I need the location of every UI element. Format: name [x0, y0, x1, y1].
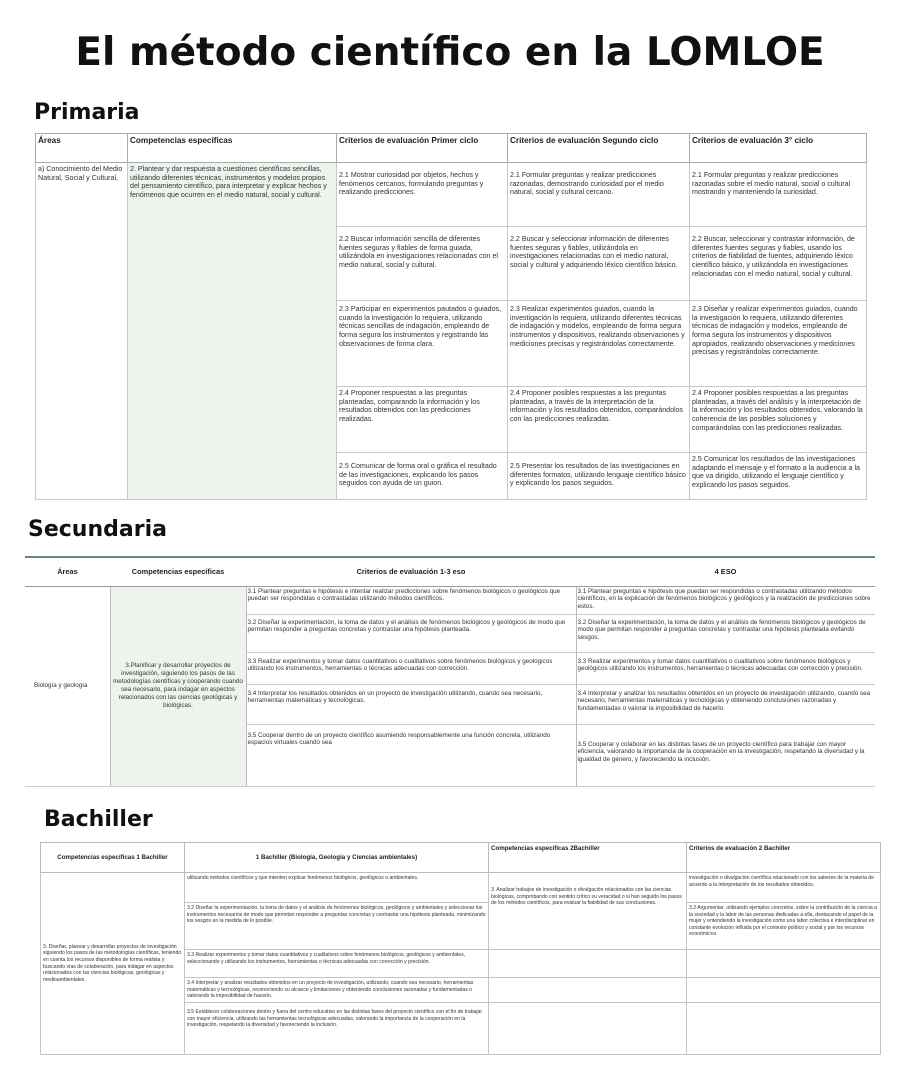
header-competencias: Competencias específicas — [110, 557, 246, 586]
header-1-bachiller: 1 Bachiller (Biología, Geología y Ciencias ambientales) — [185, 843, 489, 873]
secundaria-table — [25, 556, 875, 787]
criterio-cell: 3.4 Interpretar y analizar los resultados obtenidos en un proyecto de investigación utilizando, cuando sea necesario, herramientas matemáticas y tecnológicas y obteniendo conclusiones razonadas y fundamentadas o valorar la imposibilidad de hacerlo. — [576, 684, 875, 724]
criterio-cell: 3.2 Diseñar la experimentación, la toma de datos y el análisis de fenómenos biológicos, geológicos y ambientales y seleccionar los instrumentos necesarios de modo que permitan responder a preguntas concretas y contrastar una hipótesis planteada, minimizando los sesgos en la medida de lo posible. — [185, 903, 489, 950]
criterio-cell: 2.4 Proponer posibles respuestas a las preguntas planteadas, a través del análisis y la interpretación de la información y los resultados obtenidos, valorando la coherencia de las posibles soluciones y comparándolas con las predicciones realizadas. — [690, 387, 867, 453]
header-4-eso: 4 ESO — [576, 557, 875, 586]
criterio-cell: 2.2 Buscar información sencilla de diferentes fuentes seguras y fiables de forma guiada, utilizándola en investigaciones relacionadas con el medio natural, social y cultural. — [337, 227, 508, 301]
table-row — [41, 873, 881, 903]
criterio-cell: 2.3 Diseñar y realizar experimentos guiados, cuando la investigación lo requiera, utilizando diferentes técnicas de indagación y modelos, empleando de forma segura los instrumentos y dispositivos apropiados, realizando observaciones y mediciones precisas y registrándolas correctamente. — [690, 301, 867, 387]
criterio-cell: 3.4 Interpretar y analizar resultados obtenidos en un proyecto de investigación, utilizando, cuando sea necesario, herramientas matemáticas y tecnológicas, reconociendo su alcance y limitaciones y obteniendo conclusiones razonadas y fundamentadas o valorando la imposibilidad de hacerlo. — [185, 978, 489, 1003]
header-competencias: Competencias específicas — [128, 134, 337, 163]
criterio-cell: 2.1 Mostrar curiosidad por objetos, hechos y fenómenos cercanos, formulando preguntas y realizando predicciones. — [337, 163, 508, 227]
empty-cell — [489, 950, 687, 978]
criterio-cell: 2.5 Comunicar los resultados de las investigaciones adaptando el mensaje y el formato a la audiencia a la que va dirigido, utilizando el lenguaje científico y explicando los pasos seguidos. — [690, 453, 867, 500]
criterio-cell: 2.5 Comunicar de forma oral o gráfica el resultado de las investigaciones, explicando los pasos seguidos con ayuda de un guion. — [337, 453, 508, 500]
header-segundo-ciclo: Criterios de evaluación Segundo ciclo — [508, 134, 690, 163]
table-header-row — [41, 843, 881, 873]
area-cell: a) Conocimiento del Medio Natural, Social y Cultural, — [36, 163, 128, 500]
header-areas: Áreas — [25, 557, 110, 586]
criterio-cell: 3.5 Cooperar dentro de un proyecto científico asumiendo responsablemente una función concreta, utilizando espacios virtuales cuando sea — [246, 724, 576, 786]
bachiller-table — [40, 842, 881, 1055]
criterio-cell: utilizando métodos científicos y que intenten explicar fenómenos biológicos, geológicos o ambientales. — [185, 873, 489, 903]
criterio-cell: 3.5 Establecer colaboraciones dentro y fuera del centro educativo en las distintas fases del proyecto científico con el fin de trabajar con mayor eficiencia, utilizando las herramientas tecnológicas adecuadas, valorando la importancia de la cooperación en la investigación, respetando la diversidad y favoreciendo la inclusión. — [185, 1003, 489, 1055]
empty-cell — [687, 978, 881, 1003]
table-header-row — [25, 557, 875, 586]
section-title-bachiller: Bachiller — [44, 807, 153, 832]
header-areas: Áreas — [36, 134, 128, 163]
criterio-cell: 2.5 Presentar los resultados de las investigaciones en diferentes formatos, utilizando lenguaje científico básico y explicando los pasos seguidos. — [508, 453, 690, 500]
empty-cell — [687, 950, 881, 978]
criterio-cell: 3.5 Cooperar y colaborar en las distintas fases de un proyecto científico para trabajar con mayor eficiencia, valorando la importancia de la cooperación en la investigación, respetando la diversidad y la igualdad de género, y favoreciendo la inclusión. — [576, 724, 875, 786]
criterio-cell: 2.2 Buscar y seleccionar información de diferentes fuentes seguras y fiables, utilizándola en investigaciones relacionadas con el medio natural, social y cultural y adquiriendo léxico científico básico. — [508, 227, 690, 301]
primaria-table — [35, 133, 867, 500]
criterio-cell: 2.1 Formular preguntas y realizar predicciones razonadas, demostrando curiosidad por el medio natural, social y cultural cercano. — [508, 163, 690, 227]
criterio-cell: 3.2 Diseñar la experimentación, la toma de datos y el análisis de fenómenos biológicos y geológicos de modo que permitan responder a preguntas concretas y contrastar una hipótesis planteada. — [246, 614, 576, 652]
competencia-cell: 3. Analizar trabajos de investigación o divulgación relacionados con las ciencias biológicas, comprobando con sentido crítico su veracidad o si han seguido los pasos de los métodos científicos, para evaluar la fiabilidad de sus conclusiones. — [489, 873, 687, 950]
criterio-cell: investigación o divulgación científica relacionado con los saberes de la materia de acuerdo a la interpretación de los resultados obtenidos. — [687, 873, 881, 903]
criterio-cell: 2.4 Proponer posibles respuestas a las preguntas planteadas, a través de la interpretación de la información y los resultados obtenidos, comparándolos con las predicciones realizadas. — [508, 387, 690, 453]
competencia-cell: 3. Diseñar, planear y desarrollar proyectos de investigación siguiendo los pasos de las metodologías científicas, teniendo en cuenta los recursos disponibles de forma realista y buscando vías de colaboración, para indagar en aspectos relacionados con las ciencias biológicas, geológicas y medioambientales. — [41, 873, 185, 1055]
criterio-cell: 2.4 Proponer respuestas a las preguntas planteadas, comparando la información y los resultados obtenidos con las predicciones realizadas. — [337, 387, 508, 453]
criterio-cell: 2.2 Buscar, seleccionar y contrastar información, de diferentes fuentes seguras y fiables, usando los criterios de fiabilidad de fuentes, adquiriendo léxico científico básico, y utilizándola en investigaciones relacionadas con el medio natural, social y cultural. — [690, 227, 867, 301]
empty-cell — [687, 1003, 881, 1055]
header-tercer-ciclo: Criterios de evaluación 3° ciclo — [690, 134, 867, 163]
criterio-cell: 2.1 Formular preguntas y realizar predicciones razonadas sobre el medio natural, social o cultural mostrando y manteniendo la curiosidad. — [690, 163, 867, 227]
criterio-cell: 3.3 Realizar experimentos y tomar datos cuantitativos o cualitativos sobre fenómenos biológicos y geológicos utilizando los instrumentos, herramientas o técnicas adecuadas con corrección. — [246, 652, 576, 684]
criterio-cell: 3.3 Realizar experimentos y tomar datos cuantitativos o cualitativos sobre fenómenos biológicos y geológicos utilizando los instrumentos, herramientas o técnicas adecuadas con corrección y precisión. — [576, 652, 875, 684]
section-title-secundaria: Secundaria — [28, 517, 167, 542]
header-primer-ciclo: Criterios de evaluación Primer ciclo — [337, 134, 508, 163]
header-criterios-2-bach: Criterios de evaluación 2 Bachiller — [687, 843, 881, 873]
criterio-cell: 2.3 Realizar experimentos guiados, cuando la investigación lo requiera, utilizando diferentes técnicas de indagación y modelos, empleando de forma segura instrumentos y dispositivos, realizando observaciones y mediciones precisas y registrándolas correctamente. — [508, 301, 690, 387]
criterio-cell: 3.2 Diseñar la experimentación, la toma de datos y el análisis de fenómenos biológicos y geológicos de modo que permitan responder a preguntas concretas y contrastar una hipótesis planteada evitando sesgos. — [576, 614, 875, 652]
table-header-row — [36, 134, 867, 163]
area-cell: Biología y geología — [25, 586, 110, 786]
criterio-cell: 3.1 Plantear preguntas e hipótesis e intentar realizar predicciones sobre fenómenos biológicos o geológicos que puedan ser respondidas o contrastadas utilizando métodos científicos. — [246, 586, 576, 614]
table-row — [36, 163, 867, 227]
competencia-cell: 2. Plantear y dar respuesta a cuestiones científicas sencillas, utilizando diferentes técnicas, instrumentos y modelos propios del pensamiento científico, para interpretar y explicar hechos y fenómenos que ocurren en el medio natural, social y cultural. — [128, 163, 337, 500]
criterio-cell: 3.1 Plantear preguntas e hipótesis que puedan ser respondidas o contrastadas utilizando métodos científicos, en la explicación de fenómenos biológicos y geológicos y la realización de predicciones sobre estos. — [576, 586, 875, 614]
page-title: El método científico en la LOMLOE — [75, 30, 825, 75]
criterio-cell: 3.3 Realizar experimentos y tomar datos cuantitativos y cualitativos sobre fenómenos biológicos, geológicos y ambientales, seleccionando y utilizando los instrumentos, herramientas o técnicas adecuadas con corrección y precisión. — [185, 950, 489, 978]
table-row — [25, 586, 875, 614]
criterio-cell: 3.4 Interpretar los resultados obtenidos en un proyecto de investigación utilizando, cuando sea necesario, herramientas matemáticas y tecnológicas. — [246, 684, 576, 724]
criterio-cell: 3.2 Argumentar, utilizando ejemplos concretos, sobre la contribución de la ciencia a la sociedad y la labor de las personas dedicadas a ella, destacando el papel de la mujer y entendiendo la investigación como una labor colectiva e interdisciplinar en constante evolución influida por el contexto político y social y por los recursos económicos. — [687, 903, 881, 950]
empty-cell — [489, 1003, 687, 1055]
section-title-primaria: Primaria — [34, 100, 140, 125]
competencia-cell: 3.Planificar y desarrollar proyectos de investigación, siguiendo los pasos de las metodologías científicas y cooperando cuando sea necesario, para indagar en aspectos relacionados con las ciencias geológicas y biológicas. — [110, 586, 246, 786]
header-criterios-1-3-eso: Criterios de evaluación 1-3 eso — [246, 557, 576, 586]
header-competencias-1-bach: Competencias específicas 1 Bachiller — [41, 843, 185, 873]
header-competencias-2-bach: Competencias específicas 2Bachiller — [489, 843, 687, 873]
criterio-cell: 2.3 Participar en experimentos pautados o guiados, cuando la investigación lo requiera, utilizando técnicas sencillas de indagación, empleando de forma segura los instrumentos y registrando las observaciones de forma clara. — [337, 301, 508, 387]
empty-cell — [489, 978, 687, 1003]
